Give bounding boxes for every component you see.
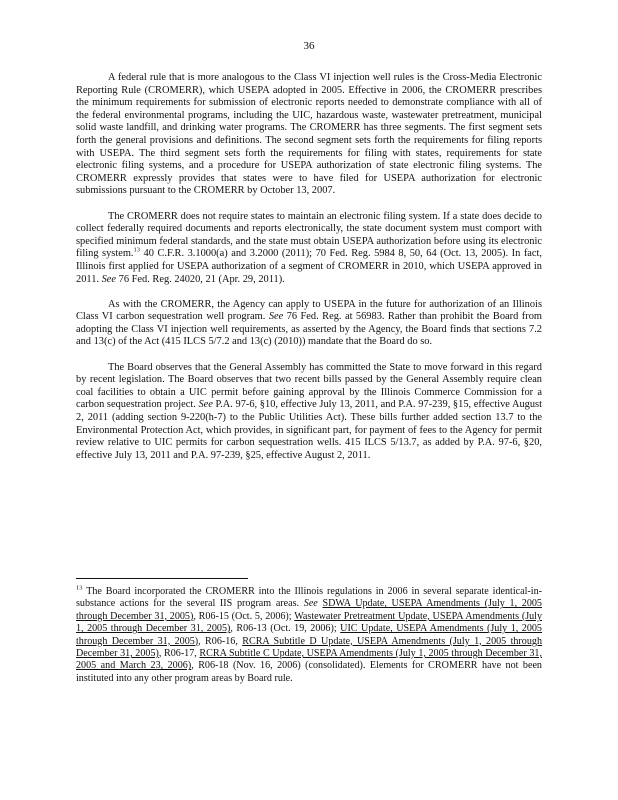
- footnote-text: , R06-15 (Oct. 5, 2006);: [193, 610, 292, 622]
- footnote-divider: [76, 578, 248, 579]
- footnote-text: , R06-16,: [198, 635, 238, 647]
- case-citation: UIC Update, USEPA Amendments (July 1, 2005 through December 31, 2005): [76, 623, 542, 647]
- footnote-text: The Board incorporated the CROMERR into the Illinois regulations in 2006 in several separate identical-in-substance actions for the several IIS program areas.: [76, 586, 542, 610]
- footnote-text: , R06-13 (Oct. 19, 2006);: [230, 623, 337, 635]
- page-number: 36: [303, 40, 315, 52]
- case-citation: SDWA Update, USEPA Amendments (July 1, 2005 through December 31, 2005): [76, 598, 542, 622]
- citation-signal: See: [198, 399, 213, 411]
- footnote-13: [76, 586, 542, 685]
- paragraph-text: As with the CROMERR, the Agency can apply to USEPA in the future for authorization of an Illinois Class VI carbon sequestration well program.: [76, 298, 542, 323]
- paragraph-agency-authorization: [76, 299, 542, 349]
- footnote-text: , R06-18 (Nov. 16, 2006) (consolidated). Elements for CROMERR have not been instituted into any other program areas by Board rule.: [76, 660, 542, 684]
- footnote-number: 13: [76, 584, 83, 592]
- footnote-reference: 13: [133, 246, 141, 254]
- paragraph-text: 76 Fed. Reg. at 56983. Rather than prohibit the Board from adopting the Class VI injection well requirements, as asserted by the Agency, the Board finds that sections 7.2 and 13(c) of the Act (415 ILCS 5/7.2 and 13(c) (2010)) mandate that the Board do so.: [76, 311, 542, 348]
- paragraph-text: 40 C.F.R. 3.1000(a) and 3.2000 (2011); 70 Fed. Reg. 5984 8, 50, 64 (Oct. 13, 2005). In fact, Illinois first applied for USEPA authorization of a segment of CROMERR in 2010, which USEPA approved in 2011.: [76, 248, 542, 285]
- case-citation: Wastewater Pretreatment Update, USEPA Amendments (July 1, 2005 through December 31, 2005): [76, 610, 543, 635]
- citation-signal: See: [303, 598, 318, 610]
- paragraph-text: The CROMERR does not require states to maintain an electronic filing system. If a state does decide to collect federally required documents and reports electronically, the state document system must comport with specified minimum federal standards, and the state must obtain USEPA authorization before using its electronic filing system.: [76, 210, 542, 260]
- body-text: [76, 72, 542, 462]
- case-citation: RCRA Subtitle C Update, USEPA Amendments (July 1, 2005 through December 31, 2005 and March 23, 2006): [76, 648, 542, 672]
- footnote-text: , R06-17,: [158, 648, 197, 660]
- citation-signal: See: [101, 273, 117, 285]
- paragraph-cromerr-states: [76, 211, 542, 287]
- paragraph-text: P.A. 97-6, §10, effective July 13, 2011, and P.A. 97-239, §15, effective August 2, 2011 (adding section 9-220(h-7) to the Public Utilities Act). These bills further added section 13.7 to the Environmental Protection Act, which provides, in significant part, for payment of fees to the Agency for permit review relative to UIC permits for carbon sequestration wells. 415 ILCS 5/13.7, as added by P.A. 97-6, §20, effective July 13, 2011 and P.A. 97-239, §25, effective August 2, 2011.: [76, 399, 542, 461]
- paragraph-text: 76 Fed. Reg. 24020, 21 (Apr. 29, 2011).: [116, 273, 285, 285]
- citation-signal: See: [268, 311, 284, 323]
- case-citation: RCRA Subtitle D Update, USEPA Amendments (July 1, 2005 through December 31, 2005): [76, 635, 542, 660]
- paragraph-cromerr-intro: A federal rule that is more analogous to the Class VI injection well rules is the Cross-Media Electronic Reporting Rule (CROMERR), which USEPA adopted in 2005. Effective in 2006, the CROMERR prescribes the minimum requirements for submission of electronic reports needed to demonstrate compliance with all of the federal environmental programs, including the UIC, hazardous waste, wastewater pretreatment, municipal solid waste landfill, and drinking water programs. The CROMERR has three segments. The first segment sets forth the general provisions and definitions. The second segment sets forth the requirements for filing reports with USEPA. The third segment sets forth the requirements for filing with states, requirements for state electronic filing systems, and a procedure for USEPA authorization of state electronic filing systems. The CROMERR expressly provides that states were to have filed for USEPA authorization for electronic submissions pursuant to the CROMERR by October 13, 2007.: [76, 72, 542, 197]
- paragraph-general-assembly: [76, 362, 542, 463]
- paragraph-text: The Board observes that the General Assembly has committed the State to move forward in this regard by recent legislation. The Board observes that two recent bills passed by the General Assembly require clean coal facilities to obtain a UIC permit before gaining approval by the Illinois Commerce Commission for a carbon sequestration project.: [76, 361, 542, 411]
